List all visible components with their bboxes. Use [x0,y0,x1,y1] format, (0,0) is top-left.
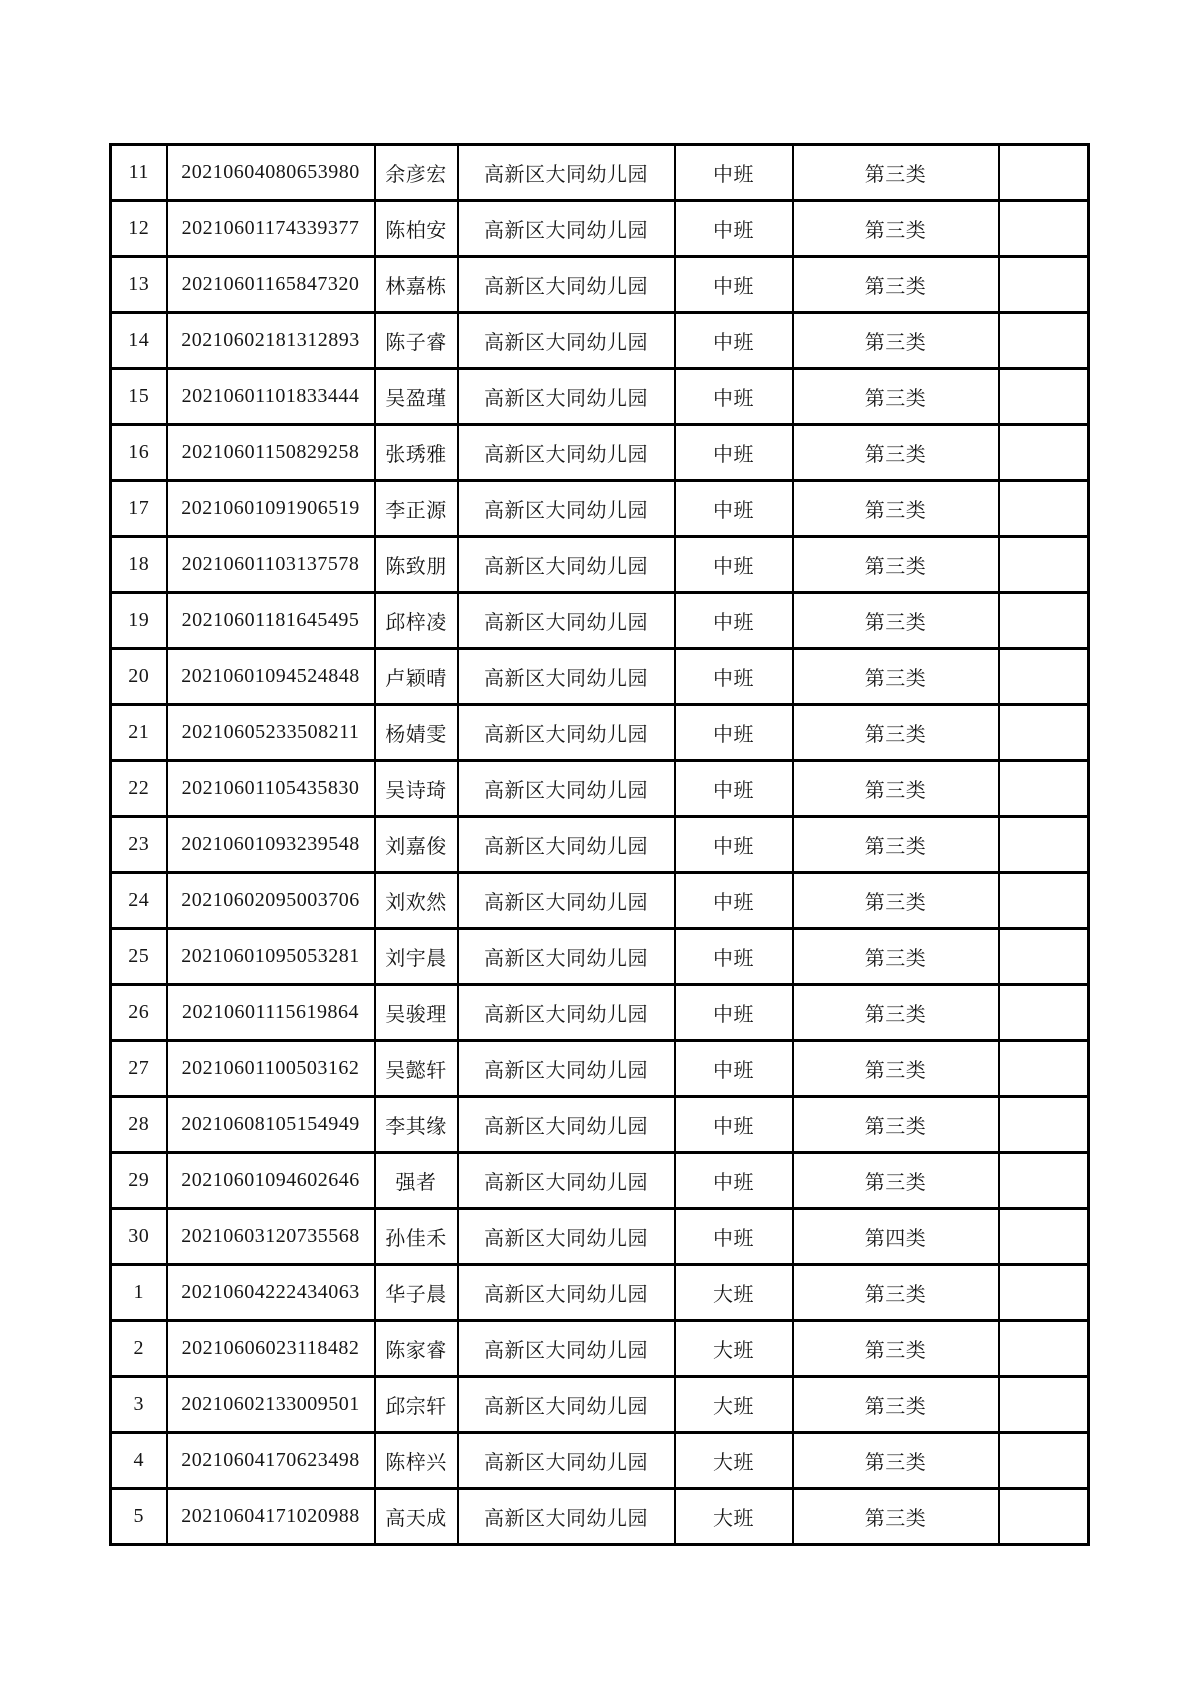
cell-student-name: 吴盈瑾 [375,369,458,425]
cell-kindergarten: 高新区大同幼儿园 [458,537,675,593]
cell-remark [999,1265,1089,1321]
cell-student-id: 20210601094602646 [167,1153,375,1209]
cell-kindergarten: 高新区大同幼儿园 [458,425,675,481]
table-row [111,1321,1089,1377]
cell-category: 第三类 [793,985,999,1041]
cell-sequence-number: 29 [111,1153,167,1209]
cell-student-id: 20210601115619864 [167,985,375,1041]
cell-student-name: 林嘉栋 [375,257,458,313]
cell-sequence-number: 19 [111,593,167,649]
cell-student-name: 李正源 [375,481,458,537]
table-row [111,873,1089,929]
cell-student-name: 华子晨 [375,1265,458,1321]
cell-student-id: 20210604170623498 [167,1433,375,1489]
cell-sequence-number: 18 [111,537,167,593]
cell-student-id: 20210601181645495 [167,593,375,649]
table-row [111,1097,1089,1153]
cell-sequence-number: 15 [111,369,167,425]
cell-student-name: 刘欢然 [375,873,458,929]
cell-remark [999,1377,1089,1433]
cell-kindergarten: 高新区大同幼儿园 [458,649,675,705]
cell-sequence-number: 24 [111,873,167,929]
cell-student-id: 20210604171020988 [167,1489,375,1545]
cell-sequence-number: 20 [111,649,167,705]
cell-sequence-number: 14 [111,313,167,369]
cell-student-name: 余彦宏 [375,145,458,201]
cell-student-id: 20210601174339377 [167,201,375,257]
cell-category: 第三类 [793,761,999,817]
cell-kindergarten: 高新区大同幼儿园 [458,873,675,929]
cell-sequence-number: 1 [111,1265,167,1321]
cell-remark [999,1433,1089,1489]
cell-student-name: 吴骏理 [375,985,458,1041]
cell-category: 第四类 [793,1209,999,1265]
cell-kindergarten: 高新区大同幼儿园 [458,481,675,537]
cell-student-id: 20210601093239548 [167,817,375,873]
cell-remark [999,929,1089,985]
cell-remark [999,313,1089,369]
cell-sequence-number: 3 [111,1377,167,1433]
cell-category: 第三类 [793,369,999,425]
cell-student-name: 陈致朋 [375,537,458,593]
cell-kindergarten: 高新区大同幼儿园 [458,817,675,873]
cell-category: 第三类 [793,1489,999,1545]
cell-remark [999,481,1089,537]
cell-student-id: 20210605233508211 [167,705,375,761]
table-row [111,257,1089,313]
cell-remark [999,705,1089,761]
cell-kindergarten: 高新区大同幼儿园 [458,313,675,369]
cell-kindergarten: 高新区大同幼儿园 [458,369,675,425]
cell-kindergarten: 高新区大同幼儿园 [458,761,675,817]
cell-sequence-number: 13 [111,257,167,313]
cell-sequence-number: 26 [111,985,167,1041]
cell-sequence-number: 17 [111,481,167,537]
cell-category: 第三类 [793,145,999,201]
table-body [111,145,1089,1545]
cell-kindergarten: 高新区大同幼儿园 [458,1489,675,1545]
cell-student-id: 20210601105435830 [167,761,375,817]
cell-kindergarten: 高新区大同幼儿园 [458,1097,675,1153]
table-row [111,313,1089,369]
cell-remark [999,1097,1089,1153]
cell-student-id: 20210603120735568 [167,1209,375,1265]
table-row [111,1377,1089,1433]
cell-student-name: 陈子睿 [375,313,458,369]
cell-category: 第三类 [793,817,999,873]
cell-remark [999,369,1089,425]
cell-student-name: 杨婧雯 [375,705,458,761]
cell-category: 第三类 [793,929,999,985]
table-row [111,145,1089,201]
cell-class-level: 中班 [675,873,793,929]
cell-category: 第三类 [793,1041,999,1097]
cell-student-name: 李其缘 [375,1097,458,1153]
cell-category: 第三类 [793,201,999,257]
cell-kindergarten: 高新区大同幼儿园 [458,257,675,313]
table-row [111,425,1089,481]
cell-kindergarten: 高新区大同幼儿园 [458,1041,675,1097]
table-row [111,817,1089,873]
cell-class-level: 大班 [675,1265,793,1321]
cell-sequence-number: 27 [111,1041,167,1097]
cell-class-level: 中班 [675,369,793,425]
cell-class-level: 中班 [675,537,793,593]
cell-remark [999,257,1089,313]
cell-student-name: 邱梓凌 [375,593,458,649]
cell-kindergarten: 高新区大同幼儿园 [458,1321,675,1377]
cell-sequence-number: 12 [111,201,167,257]
cell-student-name: 邱宗轩 [375,1377,458,1433]
cell-category: 第三类 [793,649,999,705]
cell-class-level: 中班 [675,1209,793,1265]
cell-category: 第三类 [793,1097,999,1153]
cell-sequence-number: 22 [111,761,167,817]
cell-student-name: 吴诗琦 [375,761,458,817]
table-row [111,1489,1089,1545]
cell-sequence-number: 23 [111,817,167,873]
cell-class-level: 大班 [675,1377,793,1433]
cell-student-id: 20210601101833444 [167,369,375,425]
cell-remark [999,817,1089,873]
cell-class-level: 中班 [675,705,793,761]
cell-class-level: 大班 [675,1489,793,1545]
cell-remark [999,985,1089,1041]
cell-category: 第三类 [793,593,999,649]
table-row [111,201,1089,257]
cell-class-level: 中班 [675,817,793,873]
table-row [111,1041,1089,1097]
cell-student-name: 陈柏安 [375,201,458,257]
cell-kindergarten: 高新区大同幼儿园 [458,705,675,761]
cell-class-level: 中班 [675,593,793,649]
cell-class-level: 中班 [675,481,793,537]
cell-class-level: 中班 [675,313,793,369]
table-row [111,481,1089,537]
cell-kindergarten: 高新区大同幼儿园 [458,1153,675,1209]
cell-class-level: 大班 [675,1321,793,1377]
cell-class-level: 中班 [675,761,793,817]
table-row [111,1209,1089,1265]
cell-kindergarten: 高新区大同幼儿园 [458,985,675,1041]
cell-remark [999,1041,1089,1097]
cell-remark [999,1321,1089,1377]
cell-category: 第三类 [793,1321,999,1377]
cell-sequence-number: 4 [111,1433,167,1489]
cell-student-id: 20210606023118482 [167,1321,375,1377]
table-row [111,593,1089,649]
cell-student-id: 20210608105154949 [167,1097,375,1153]
cell-kindergarten: 高新区大同幼儿园 [458,1433,675,1489]
student-roster-table [109,143,1090,1546]
cell-category: 第三类 [793,1265,999,1321]
cell-remark [999,201,1089,257]
cell-student-id: 20210604080653980 [167,145,375,201]
cell-class-level: 中班 [675,649,793,705]
cell-kindergarten: 高新区大同幼儿园 [458,1377,675,1433]
cell-category: 第三类 [793,873,999,929]
cell-student-id: 20210601100503162 [167,1041,375,1097]
cell-student-name: 刘宇晨 [375,929,458,985]
cell-student-name: 孙佳禾 [375,1209,458,1265]
cell-category: 第三类 [793,1377,999,1433]
table-row [111,929,1089,985]
cell-category: 第三类 [793,481,999,537]
cell-student-id: 20210601103137578 [167,537,375,593]
cell-class-level: 中班 [675,201,793,257]
cell-student-id: 20210601095053281 [167,929,375,985]
cell-kindergarten: 高新区大同幼儿园 [458,593,675,649]
cell-sequence-number: 28 [111,1097,167,1153]
cell-class-level: 中班 [675,425,793,481]
cell-student-id: 20210602133009501 [167,1377,375,1433]
table-row [111,1433,1089,1489]
cell-remark [999,649,1089,705]
cell-student-name: 陈梓兴 [375,1433,458,1489]
cell-kindergarten: 高新区大同幼儿园 [458,929,675,985]
cell-remark [999,537,1089,593]
cell-remark [999,1209,1089,1265]
table-row [111,761,1089,817]
table-row [111,649,1089,705]
cell-kindergarten: 高新区大同幼儿园 [458,201,675,257]
cell-sequence-number: 21 [111,705,167,761]
cell-student-id: 20210601165847320 [167,257,375,313]
cell-remark [999,1489,1089,1545]
cell-sequence-number: 30 [111,1209,167,1265]
table-row [111,1265,1089,1321]
cell-student-id: 20210604222434063 [167,1265,375,1321]
cell-student-name: 吴懿轩 [375,1041,458,1097]
cell-sequence-number: 11 [111,145,167,201]
cell-category: 第三类 [793,705,999,761]
cell-kindergarten: 高新区大同幼儿园 [458,1209,675,1265]
cell-student-id: 20210601094524848 [167,649,375,705]
cell-remark [999,425,1089,481]
cell-class-level: 中班 [675,1097,793,1153]
cell-student-id: 20210602181312893 [167,313,375,369]
cell-student-name: 强者 [375,1153,458,1209]
cell-student-id: 20210601150829258 [167,425,375,481]
cell-class-level: 中班 [675,929,793,985]
cell-student-name: 刘嘉俊 [375,817,458,873]
cell-category: 第三类 [793,425,999,481]
cell-kindergarten: 高新区大同幼儿园 [458,1265,675,1321]
cell-class-level: 中班 [675,1153,793,1209]
cell-student-name: 陈家睿 [375,1321,458,1377]
table-row [111,537,1089,593]
cell-class-level: 中班 [675,1041,793,1097]
table-row [111,1153,1089,1209]
cell-class-level: 大班 [675,1433,793,1489]
cell-category: 第三类 [793,1153,999,1209]
cell-student-name: 卢颖晴 [375,649,458,705]
cell-class-level: 中班 [675,145,793,201]
cell-sequence-number: 2 [111,1321,167,1377]
cell-class-level: 中班 [675,985,793,1041]
cell-student-name: 张琇雅 [375,425,458,481]
cell-category: 第三类 [793,1433,999,1489]
cell-sequence-number: 5 [111,1489,167,1545]
cell-remark [999,1153,1089,1209]
cell-kindergarten: 高新区大同幼儿园 [458,145,675,201]
cell-student-id: 20210602095003706 [167,873,375,929]
cell-remark [999,145,1089,201]
cell-category: 第三类 [793,537,999,593]
table-row [111,369,1089,425]
cell-remark [999,593,1089,649]
cell-sequence-number: 25 [111,929,167,985]
cell-student-id: 20210601091906519 [167,481,375,537]
table-row [111,985,1089,1041]
cell-class-level: 中班 [675,257,793,313]
cell-remark [999,761,1089,817]
table-row [111,705,1089,761]
cell-sequence-number: 16 [111,425,167,481]
cell-student-name: 高天成 [375,1489,458,1545]
cell-remark [999,873,1089,929]
cell-category: 第三类 [793,257,999,313]
cell-category: 第三类 [793,313,999,369]
